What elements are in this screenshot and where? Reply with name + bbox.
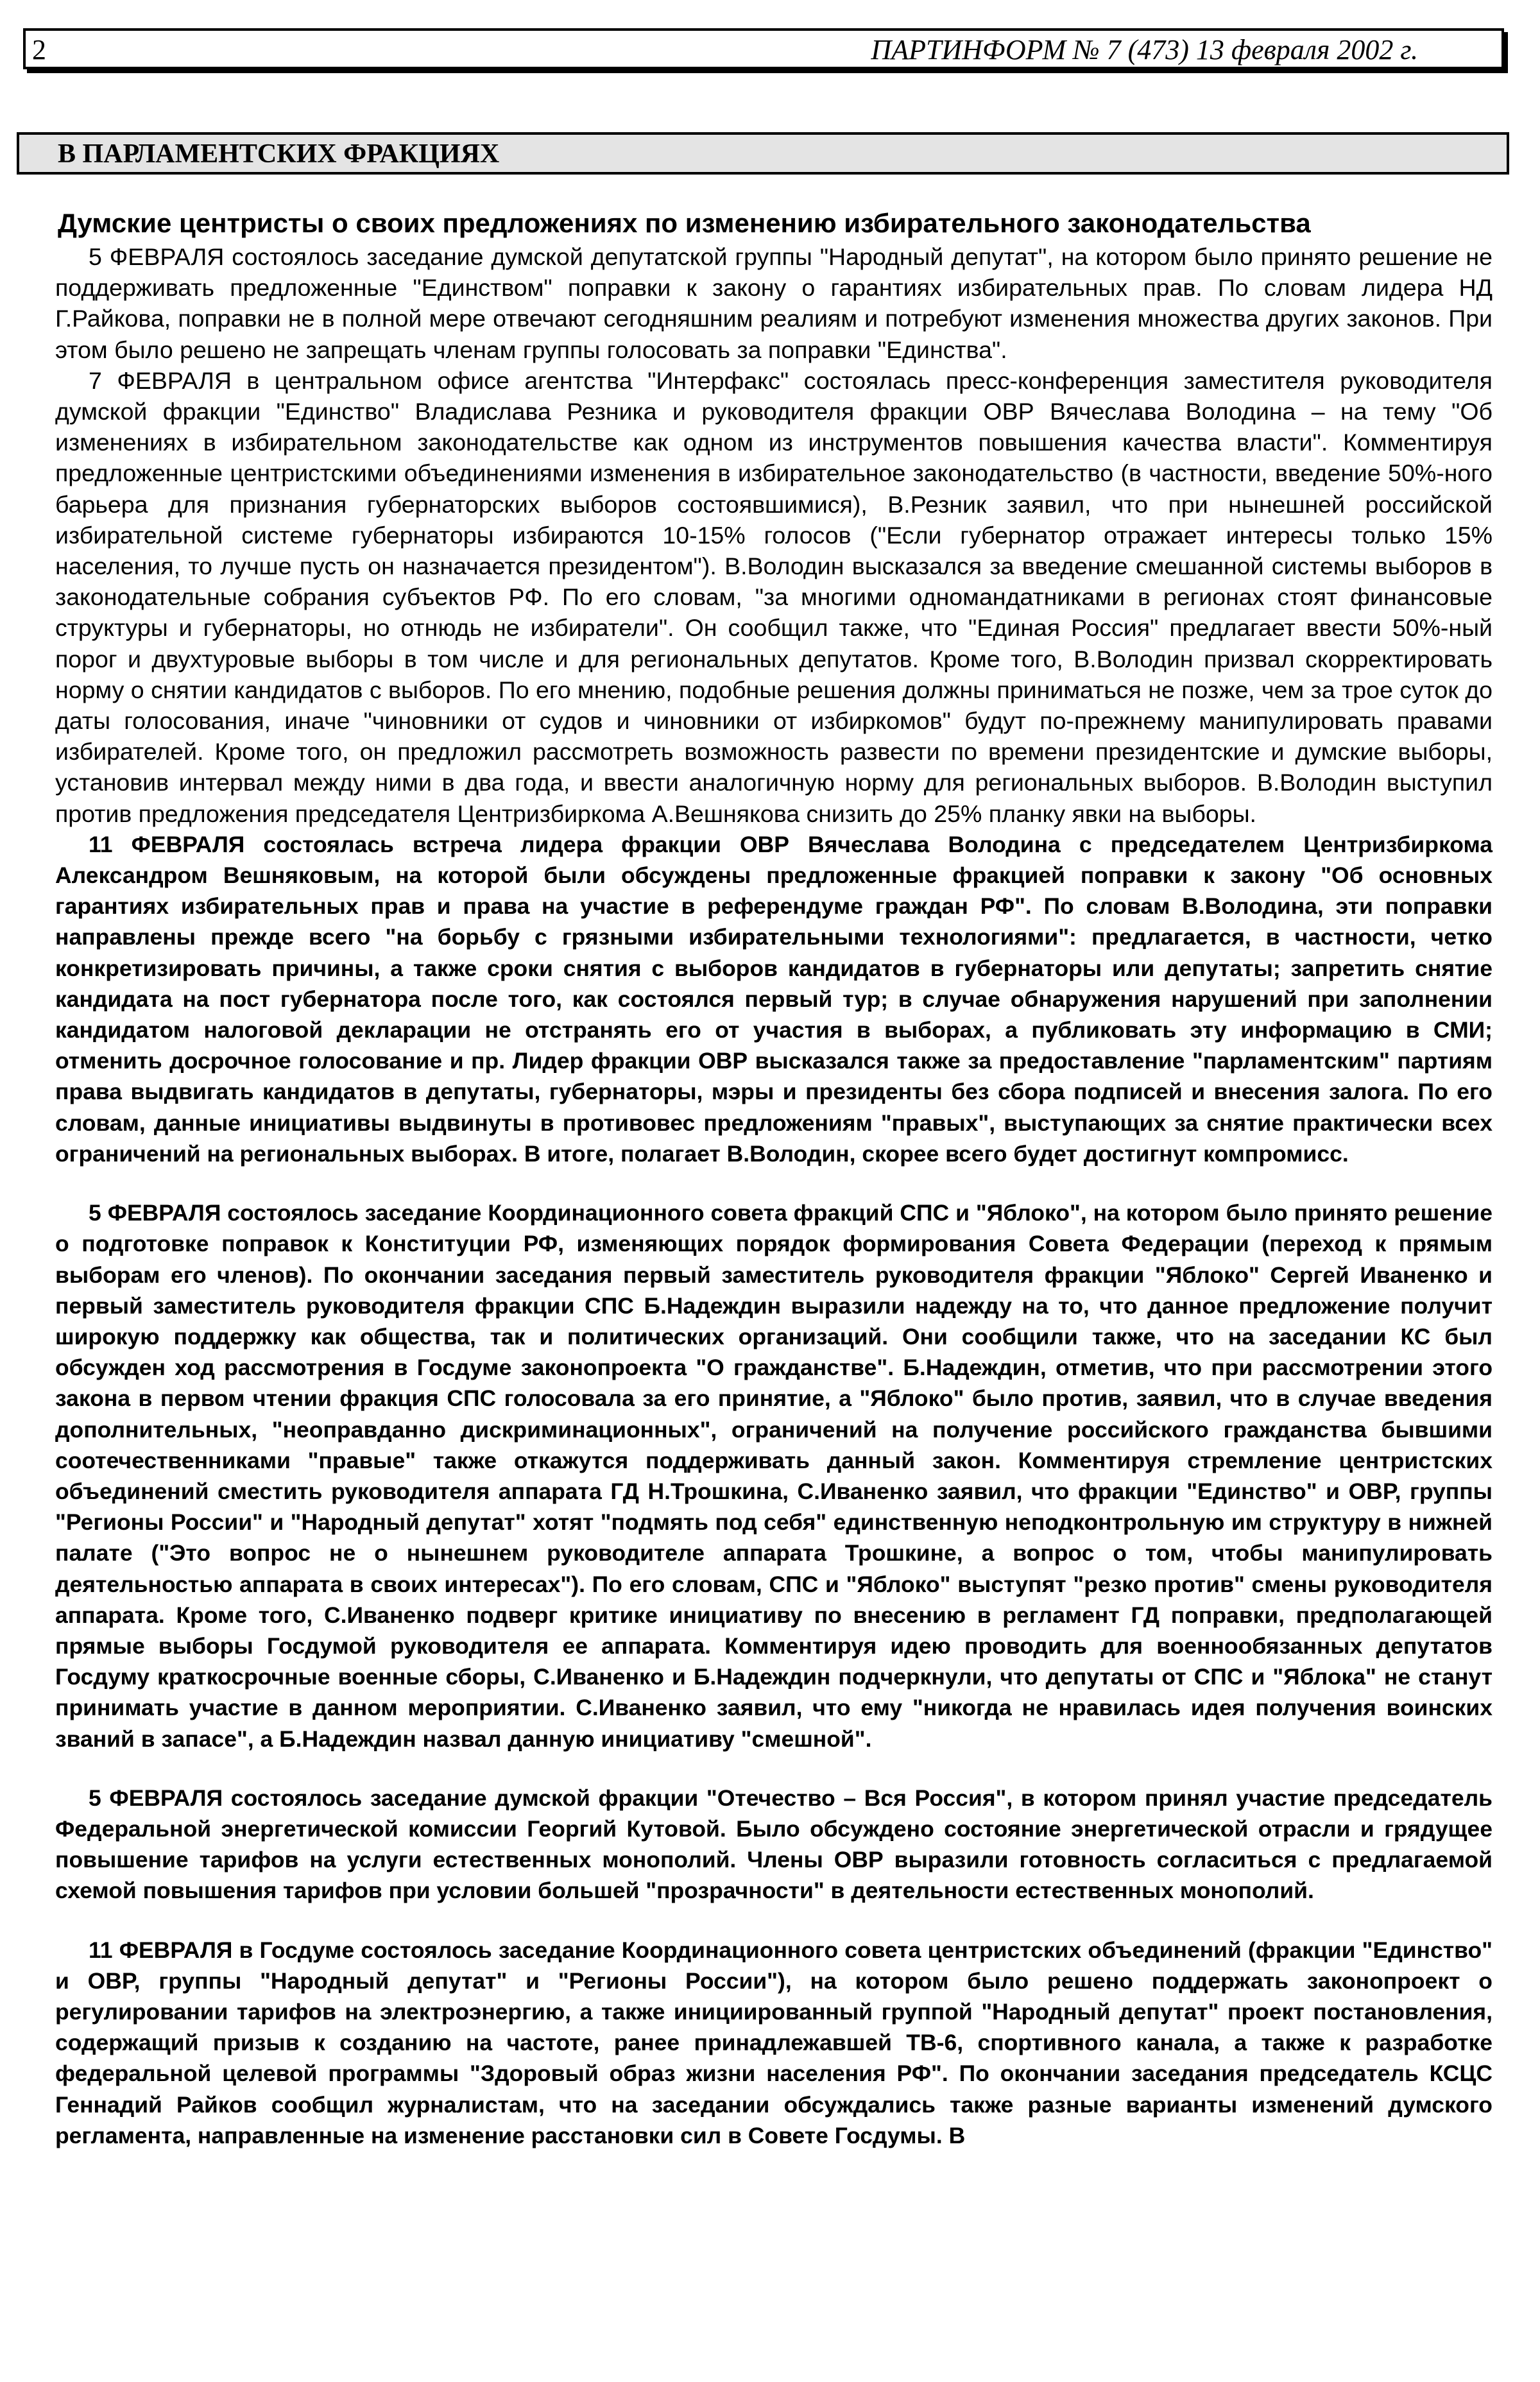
publication-title: ПАРТИНФОРМ № 7 (473) 13 февраля 2002 г. — [871, 34, 1418, 65]
article-title: Думские центристы о своих предложениях по изменению избирательного законодательства — [58, 208, 1311, 238]
paragraph: 5 ФЕВРАЛЯ состоялось заседание думской фракции "Отечество – Вся Россия", в котором принял участие председатель Федеральной энергетической комиссии Георгий Кутовой. Было обсуждено состояние энергетической отрасли и грядущее повышение тарифов на услуги естественных монополий. Члены ОВР выразили готовность согласиться с предлагаемой схемой повышения тарифов при условии большей "прозрачности" в деятельности естественных монополий. — [55, 1785, 1493, 1904]
paragraph: 11 ФЕВРАЛЯ состоялась встреча лидера фракции ОВР Вячеслава Володина с председателем Центризбиркома Александром Вешняковым, на которой были обсуждены предложенные фракцией поправки к закону "Об основных гарантиях избирательных прав и права на участие в референдуме граждан РФ". По словам В.Володина, эти поправки направлены прежде всего "на борьбу с грязными избирательными технологиями": предлагается, в частности, четко конкретизировать причины, а также сроки снятия с выборов кандидатов в губернаторы или депутаты; запретить снятие кандидата на пост губернатора после того, как состоялся первый тур; в случае обнаружения нарушений при заполнении кандидатом налоговой декларации не отстранять его от участия в выборах, а публиковать эту информацию в СМИ; отменить досрочное голосование и пр. Лидер фракции ОВР высказался также за предоставление "парламентским" партиям права выдвигать кандидатов в депутаты, губернаторы, мэры и президенты без сбора подписей и внесения залога. По его словам, данные инициативы выдвинуты в противовес предложениям "правых", выступающих за снятие практически всех ограничений на региональных выборах. В итоге, полагает В.Володин, скорее всего будет достигнут компромисс. — [55, 831, 1493, 1167]
paragraph: 7 ФЕВРАЛЯ в центральном офисе агентства "Интерфакс" состоялась пресс-конференция заместителя руководителя думской фракции "Единство" Владислава Резника и руководителя фракции ОВР Вячеслава Володина – на тему "Об изменениях в избирательном законодательстве как одном из инструментов повышения качества власти". Комментируя предложенные центристскими объединениями изменения в избирательное законодательство (в частности, введение 50%-ного барьера для признания губернаторских выборов состоявшимися), В.Резник заявил, что при нынешней российской избирательной системе губернаторы избираются 10-15% голосов ("Если губернатор отражает интересы только 15% населения, то лучше пусть он назначается президентом"). В.Володин высказался за введение смешанной системы выборов в законодательные собрания субъектов РФ. По его словам, "за многими одномандатниками в регионах стоят финансовые структуры и губернаторы, но отнюдь не избиратели". Он сообщил также, что "Единая Россия" предлагает ввести 50%-ный порог и двухтуровые выборы в том числе и для региональных депутатов. Кроме того, В.Володин призвал скорректировать норму о снятии кандидатов с выборов. По его мнению, подобные решения должны приниматься не позже, чем за трое суток до даты голосования, иначе "чиновники от судов и чиновники от избиркомов" будут по-прежнему манипулировать правами избирателей. Кроме того, он предложил рассмотреть возможность развести по времени президентские и думские выборы, установив интервал между ними в два года, и ввести аналогичную норму для региональных выборов. В.Володин выступил против предложения председателя Центризбиркома А.Вешнякова снизить до 25% планку явки на выборы. — [55, 366, 1493, 827]
section-heading — [17, 132, 1509, 175]
paragraph: 5 ФЕВРАЛЯ состоялось заседание думской депутатской группы "Народный депутат", на котором было принято решение не поддерживать предложенные "Единством" поправки к закону о гарантиях избирательных прав. По словам лидера НД Г.Райкова, поправки не в полной мере отвечают сегодняшним реалиям и потребуют изменения множества других законов. При этом было решено не запрещать членам группы голосовать за поправки "Единства". — [55, 243, 1493, 363]
paragraph: 11 ФЕВРАЛЯ в Госдуме состоялось заседание Координационного совета центристских объединений (фракции "Единство" и ОВР, группы "Народный депутат" и "Регионы России"), на котором было решено поддержать законопроект о регулировании тарифов на электроэнергию, а также инициированный группой "Народный депутат" проект постановления, содержащий призыв к созданию на частоте, ранее принадлежавшей ТВ-6, спортивного канала, а также к разработке федеральной целевой программы "Здоровый образ жизни населения РФ". По окончании заседания председатель КСЦС Геннадий Райков сообщил журналистам, что на заседании обсуждались также разные варианты изменений думского регламента, направленные на изменение расстановки сил в Совете Госдумы. В — [55, 1937, 1493, 2148]
page-header — [23, 28, 1504, 69]
paragraph: 5 ФЕВРАЛЯ состоялось заседание Координационного совета фракций СПС и "Яблоко", на котором было принято решение о подготовке поправок к Конституции РФ, изменяющих порядок формирования Совета Федерации (переход к прямым выборам его членов). По окончании заседания первый заместитель руководителя фракции "Яблоко" Сергей Иваненко и первый заместитель руководителя фракции СПС Б.Надеждин выразили надежду на то, что данное предложение получит широкую поддержку как общества, так и политических организаций. Они сообщили также, что на заседании КС был обсужден ход рассмотрения в Госдуме законопроекта "О гражданстве". Б.Надеждин, отметив, что при рассмотрении этого закона в первом чтении фракция СПС голосовала за его принятие, а "Яблоко" было против, заявил, что в случае введения дополнительных, "неоправданно дискриминационных", ограничений на получение российского гражданства бывшими соотечественниками "правые" также откажутся поддерживать данный закон. Комментируя стремление центристских объединений сместить руководителя аппарата ГД Н.Трошкина, С.Иваненко заявил, что фракции "Единство" и ОВР, группы "Регионы России" и "Народный депутат" хотят "подмять под себя" единственную неподконтрольную им структуру в нижней палате ("Это вопрос не о нынешнем руководителе аппарата Трошкине, а вопрос о том, чтобы манипулировать деятельностью аппарата в своих интересах"). По его словам, СПС и "Яблоко" выступят "резко против" смены руководителя аппарата. Кроме того, С.Иваненко подверг критике инициативу по внесению в регламент ГД поправки, предполагающей прямые выборы Госдумой руководителя ее аппарата. Комментируя идею проводить для военнообязанных депутатов Госдуму краткосрочные военные сборы, С.Иваненко и Б.Надеждин подчеркнули, что депутаты от СПС и "Яблока" не станут принимать участие в данном мероприятии. С.Иваненко заявил, что ему "никогда не нравилась идея получения воинских званий в запасе", а Б.Надеждин назвал данную инициативу "смешной". — [55, 1200, 1493, 1752]
article — [55, 205, 1493, 2151]
section-title: В ПАРЛАМЕНТСКИХ ФРАКЦИЯХ — [58, 139, 500, 169]
page-number: 2 — [32, 34, 46, 65]
